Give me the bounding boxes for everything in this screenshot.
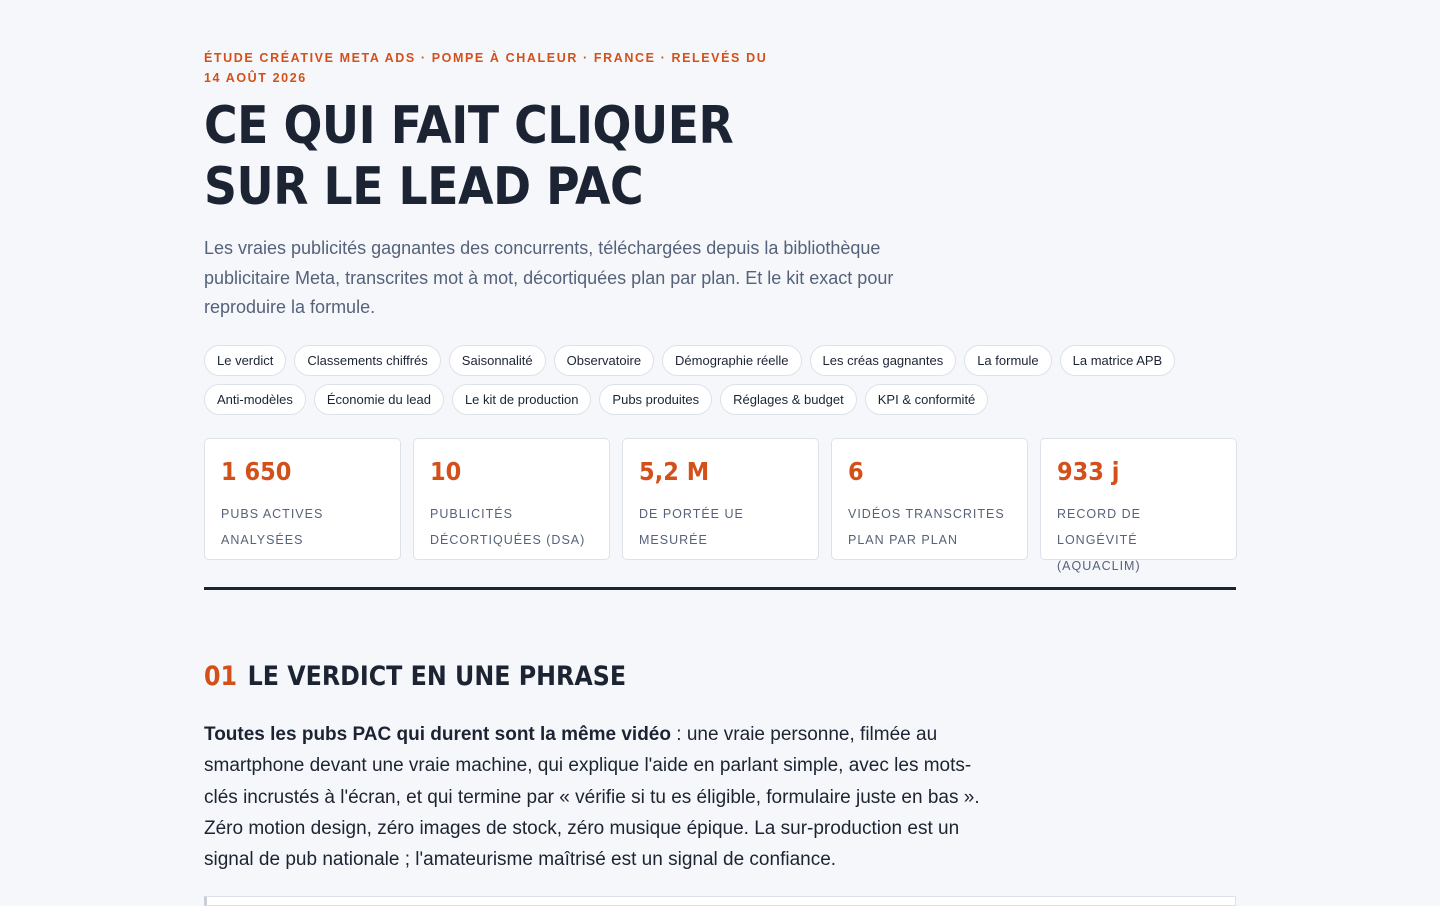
stat-card bbox=[204, 438, 401, 560]
nav-chip-anti-modeles[interactable]: Anti-modèles bbox=[204, 384, 306, 415]
title-line-2: SUR LE LEAD PAC bbox=[204, 157, 644, 217]
nav-chip-saisonnalite[interactable]: Saisonnalité bbox=[449, 345, 546, 376]
nav-chip-classements[interactable]: Classements chiffrés bbox=[294, 345, 440, 376]
next-block bbox=[204, 896, 1236, 906]
stat-label: VIDÉOS TRANSCRITES PLAN PAR PLAN bbox=[848, 507, 1005, 547]
nav-chip-kpi-conformite[interactable]: KPI & conformité bbox=[865, 384, 989, 415]
stats-row bbox=[204, 438, 1236, 573]
nav-chip-kit-production[interactable]: Le kit de production bbox=[452, 384, 591, 415]
nav-chip-pubs-produites[interactable]: Pubs produites bbox=[599, 384, 712, 415]
eyebrow: ÉTUDE CRÉATIVE META ADS · POMPE À CHALEUR · FRANCE · RELEVÉS DU 14 AOÛT 2026 bbox=[204, 51, 768, 85]
section-number: 01 bbox=[204, 661, 238, 692]
stat-label: PUBS ACTIVES ANALYSÉES bbox=[221, 507, 324, 547]
section-nav bbox=[204, 345, 1236, 415]
nav-chip-demographie[interactable]: Démographie réelle bbox=[662, 345, 801, 376]
stat-card bbox=[622, 438, 819, 560]
stat-label: RECORD DE LONGÉVITÉ (AQUACLIM) bbox=[1057, 507, 1142, 573]
stat-value: 10 bbox=[430, 457, 462, 486]
nav-chip-economie-lead[interactable]: Économie du lead bbox=[314, 384, 444, 415]
title-line-1: CE QUI FAIT CLIQUER bbox=[204, 96, 734, 156]
verdict-paragraph bbox=[204, 719, 994, 875]
nav-chip-matrice-apb[interactable]: La matrice APB bbox=[1060, 345, 1176, 376]
nav-chip-formule[interactable]: La formule bbox=[964, 345, 1051, 376]
section-divider bbox=[204, 587, 1236, 590]
stat-value: 6 bbox=[848, 457, 864, 486]
verdict-body: : une vraie personne, filmée au smartphone devant une vraie machine, qui explique l'aide en parlant simple, avec les mots-clés incrustés à l'écran, et qui termine par « vérifie si tu es éligible, formulaire juste en bas ». Zéro motion design, zéro images de stock, zéro musique épique. La sur-production est un signal de pub nationale ; l'amateurisme maîtrisé est un signal de confiance. bbox=[204, 724, 980, 871]
stat-label: DE PORTÉE UE MESURÉE bbox=[639, 507, 744, 547]
nav-chip-observatoire[interactable]: Observatoire bbox=[554, 345, 654, 376]
nav-chip-creas-gagnantes[interactable]: Les créas gagnantes bbox=[810, 345, 957, 376]
stat-value: 1 650 bbox=[221, 457, 292, 486]
stat-card bbox=[1040, 438, 1237, 573]
nav-chip-reglages-budget[interactable]: Réglages & budget bbox=[720, 384, 857, 415]
stat-card bbox=[413, 438, 610, 560]
stat-card bbox=[831, 438, 1028, 560]
nav-chip-verdict[interactable]: Le verdict bbox=[204, 345, 286, 376]
intro-paragraph: Les vraies publicités gagnantes des concurrents, téléchargées depuis la bibliothèque publicitaire Meta, transcrites mot à mot, décortiquées plan par plan. Et le kit exact pour reproduire la formule. bbox=[204, 238, 894, 317]
stat-value: 933 j bbox=[1057, 457, 1120, 486]
section-heading bbox=[204, 660, 908, 694]
page-title bbox=[204, 96, 820, 218]
stat-label: PUBLICITÉS DÉCORTIQUÉES (DSA) bbox=[430, 507, 586, 547]
stat-value: 5,2 M bbox=[639, 457, 710, 486]
section-title: LE VERDICT EN UNE PHRASE bbox=[247, 661, 627, 692]
verdict-lead: Toutes les pubs PAC qui durent sont la même vidéo bbox=[204, 724, 671, 745]
